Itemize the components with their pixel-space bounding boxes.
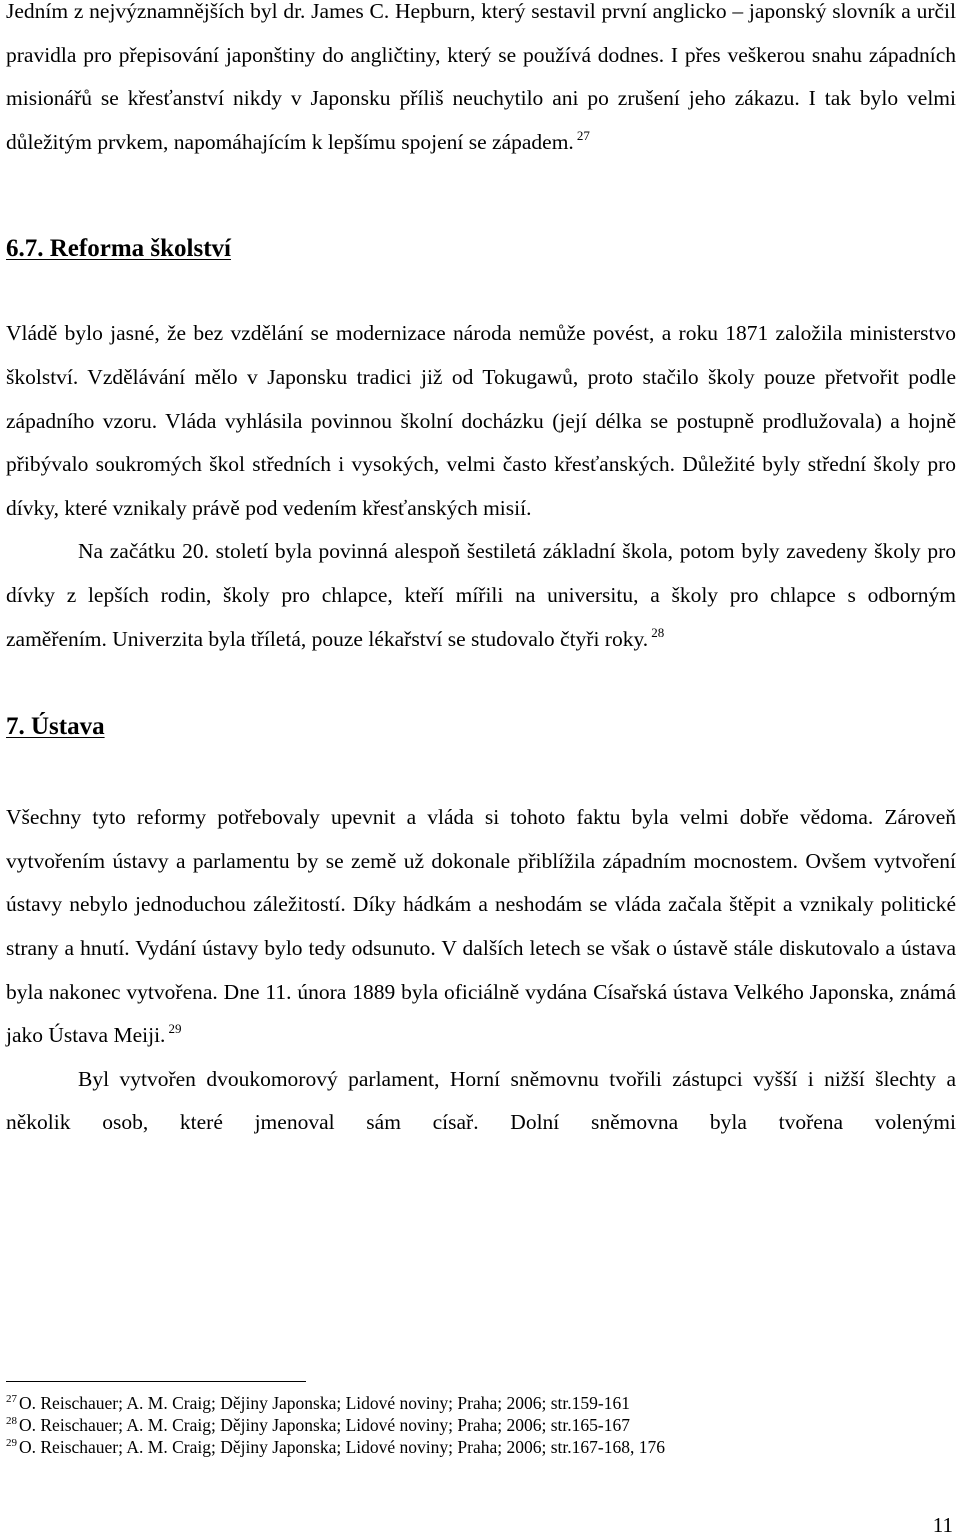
section-heading-ustava: 7. Ústava: [6, 713, 105, 741]
ustava-paragraph-2: Byl vytvořen dvoukomorový parlament, Horní sněmovnu tvořili zástupci vyšší i nižší šlechty a několik osob, které jmenoval sám císař. Dolní sněmovna byla tvořena volenými: [6, 1066, 956, 1135]
ustava-paragraph-1: [6, 796, 956, 1058]
page-number: 11: [932, 1513, 953, 1537]
footnote-number: 29: [6, 1437, 17, 1449]
ustava-paragraph-1-text: Všechny tyto reformy potřebovaly upevnit a vláda si tohoto faktu byla velmi dobře vědoma. Zároveň vytvořením ústavy a parlamentu by se země už dokonale přiblížila západním mocnostem. Ovšem vytvoření ústavy nebylo jednoduchou záležitostí. Díky hádkám a neshodám se vláda začala štěpit a vznikaly politické strany a hnutí. Vydání ústavy bylo tedy odsunuto. V dalších letech se však o ústavě stále diskutovalo a ústava byla nakonec vytvořena. Dne 11. února 1889 byla oficiálně vydána Císařská ústava Velkého Japonska, známá jako Ústava Meiji.: [6, 805, 956, 1048]
footnote-text: O. Reischauer; A. M. Craig; Dějiny Japonska; Lidové noviny; Praha; 2006; str.159-161: [19, 1393, 630, 1413]
footnotes: [6, 1392, 956, 1458]
footnote-number: 27: [6, 1393, 17, 1405]
section-heading-reforma-skolstvi: 6.7. Reforma školství: [6, 235, 231, 263]
footnote-item: [6, 1392, 956, 1414]
footnote-ref-28: 28: [651, 624, 665, 640]
footnote-item: [6, 1414, 956, 1436]
intro-paragraph: [6, 0, 956, 164]
document-page: [6, 0, 956, 1145]
reforma-paragraph-2-text: Na začátku 20. století byla povinná alespoň šestiletá základní škola, potom byly zavedeny školy pro dívky z lepších rodin, školy pro chlapce, kteří mířili na universitu, a školy pro chlapce s odborným zaměřením. Univerzita byla tříletá, pouze lékařství se studovalo čtyři roky.: [6, 539, 956, 651]
footnote-text: O. Reischauer; A. M. Craig; Dějiny Japonska; Lidové noviny; Praha; 2006; str.165-167: [19, 1415, 630, 1435]
footnote-number: 28: [6, 1415, 17, 1427]
footnote-divider: [6, 1381, 306, 1382]
footnote-ref-27: 27: [576, 127, 590, 143]
intro-text: Jedním z nejvýznamnějších byl dr. James C. Hepburn, který sestavil první anglicko – japonský slovník a určil pravidla pro přepisování japonštiny do angličtiny, který se používá dodnes. I přes veškerou snahu západních misionářů se křesťanství nikdy v Japonsku příliš neuchytilo ani po zrušení jeho zákazu. I tak bylo velmi důležitým prvkem, napomáhajícím k lepšímu spojení se západem.: [6, 0, 956, 154]
reforma-paragraph-1: Vládě bylo jasné, že bez vzdělání se modernizace národa nemůže povést, a roku 1871 založila ministerstvo školství. Vzdělávání mělo v Japonsku tradici již od Tokugawů, proto stačilo školy pouze přetvořit podle západního vzoru. Vláda vyhlásila povinnou školní docházku (její délka se postupně prodlužovala) a hojně přibývalo soukromých škol středních i vysokých, velmi často křesťanských. Důležité byly střední školy pro dívky, které vznikaly právě pod vedením křesťanských misií.: [6, 321, 956, 520]
reforma-paragraph-2: [6, 530, 956, 661]
footnote-ref-29: 29: [168, 1021, 182, 1037]
footnote-item: [6, 1436, 956, 1458]
footnote-text: O. Reischauer; A. M. Craig; Dějiny Japonska; Lidové noviny; Praha; 2006; str.167-168, 176: [19, 1437, 665, 1457]
